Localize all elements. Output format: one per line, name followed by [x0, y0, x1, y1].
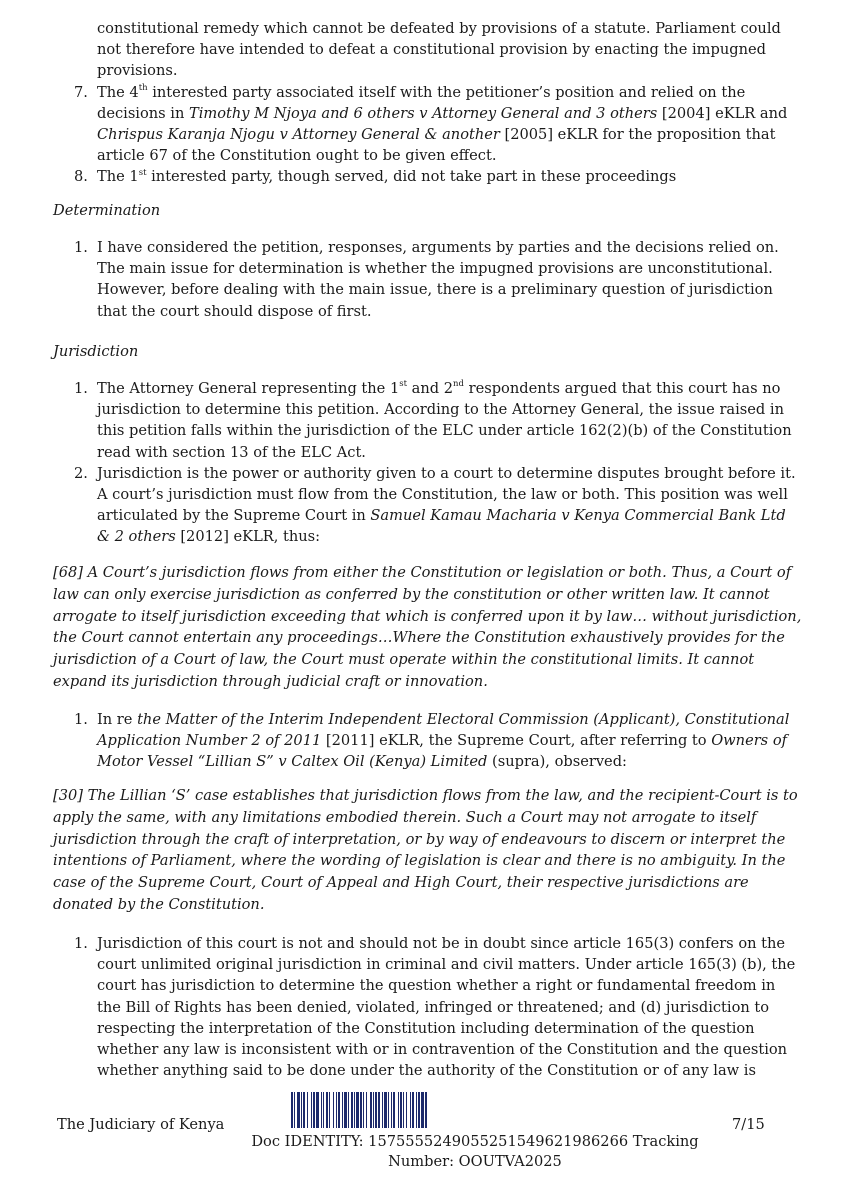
list-number: 1. [74, 935, 88, 952]
case-citation: Samuel Kamau Macharia v Kenya Commercial Bank Ltd & 2 others [97, 507, 786, 546]
doc-identity: Doc IDENTITY: 1575555249055251549621986266 Tracking Number: OOUTVA2025 [251, 1133, 699, 1170]
case-citation: Chrispus Karanja Njogu v Attorney General & another [97, 126, 500, 144]
item-text: and 2 [407, 380, 454, 397]
item-text: Jurisdiction is the power or authority given to a court to determine disputes brought before it. A court’s jurisdiction must flow from the Constitution, the law or both. This position was well articulated by the Supreme Court in [97, 464, 796, 525]
jurisdiction-list-2 [0, 709, 848, 773]
list-item-8 [0, 166, 848, 187]
list-item [0, 709, 848, 773]
page-number: 7/15 [732, 1116, 765, 1133]
case-citation: Owners of Motor Vessel “Lillian S” v Caltex Oil (Kenya) Limited [97, 732, 788, 771]
top-list [0, 18, 848, 188]
list-item [0, 378, 848, 463]
list-item-7 [0, 82, 848, 167]
item-text: The Attorney General representing the 1 [97, 380, 400, 397]
continuation-text: constitutional remedy which cannot be defeated by provisions of a statute. Parliament could not therefore have intended to defeat a constitutional provision by enacting the impugned provisions. [97, 20, 781, 80]
ordinal-suffix: th [138, 82, 148, 93]
item-text: [2004] eKLR and [657, 104, 788, 122]
list-number: 1. [74, 711, 88, 728]
footer-judiciary: The Judiciary of Kenya [57, 1116, 225, 1133]
list-item [0, 237, 848, 322]
item-text: (supra), observed: [487, 753, 627, 771]
list-number: 1. [74, 380, 88, 397]
list-number: 1. [74, 239, 88, 256]
item-text: Jurisdiction of this court is not and should not be in doubt since article 165(3) confers on the court unlimited original jurisdiction in criminal and civil matters. Under article 165(3) (b), the court has jurisdiction to determine the question whether a right or fundamental freedom in the Bill of Rights has been denied, violated, infringed or threatened; and (d) jurisdiction to respecting the interpretation of the Constitution including determination of the question whether any law is inconsistent with or in contravention of the Constitution and the question whether anything said to be done under the authority of the Constitution or of any law is [97, 935, 796, 1080]
case-citation: Timothy M Njoya and 6 others v Attorney General and 3 others [189, 104, 658, 122]
item-text: [2012] eKLR, thus: [175, 528, 321, 546]
jurisdiction-list [0, 378, 848, 548]
item-text: In re [97, 711, 138, 728]
ordinal-suffix: st [138, 167, 147, 178]
ordinal-suffix: nd [453, 379, 464, 390]
list-number: 2. [74, 464, 88, 482]
case-citation: the Matter of the Interim Independent Electoral Commission (Applicant), Constitutional Application Number 2 of 2011 [97, 711, 790, 750]
item-text: interested party associated itself with the petitioner’s position and relied on the decisions in [97, 83, 746, 122]
item-text: respondents argued that this court has no jurisdiction to determine this petition. According to the Attorney General, the issue raised in this petition falls within the jurisdiction of the ELC under article 162(2)(b) of the Constitution read with section 13 of the ELC Act. [97, 380, 792, 461]
item-text: [2011] eKLR, the Supreme Court, after referring to [321, 732, 712, 750]
list-item [0, 463, 848, 548]
determination-list [0, 237, 848, 322]
list-number: 8. [74, 168, 88, 186]
item-text: The 4 [97, 83, 139, 101]
ordinal-suffix: st [399, 379, 408, 390]
list-item [0, 933, 848, 1081]
block-quote: [68] A Court’s jurisdiction flows from either the Constitution or legislation or both. Thus, a Court of law can only exercise jurisdiction as conferred by the constitution or other written law. It cannot arrogate to itself jurisdiction exceeding that which is conferred upon it by law… without jurisdiction, the Court cannot entertain any proceedings…Where the Constitution exhaustively provides for the jurisdiction of a Court of law, the Court must operate within the constitutional limits. It cannot expand its jurisdiction through judicial craft or innovation. [53, 564, 802, 690]
jurisdiction-list-3 [0, 933, 848, 1081]
section-heading-jurisdiction: Jurisdiction [53, 343, 139, 360]
item-text: [2005] eKLR for the proposition that article 67 of the Constitution ought to be given effect. [97, 126, 776, 165]
block-quote: [30] The Lillian ‘S’ case establishes that jurisdiction flows from the law, and the recipient-Court is to apply the same, with any limitations embodied therein. Such a Court may not arrogate to itself jurisdiction through the craft of interpretation, or by way of endeavours to discern or interpret the intentions of Parliament, where the wording of legislation is clear and there is no ambiguity. In the case of the Supreme Court, Court of Appeal and High Court, their respective jurisdictions are donated by the Constitution. [53, 787, 798, 913]
item-text: I have considered the petition, responses, arguments by parties and the decisions relied on. The main issue for determination is whether the impugned provisions are unconstitutional. However, before dealing with the main issue, there is a preliminary question of jurisdiction that the court should dispose of first. [97, 239, 779, 320]
section-heading-determination: Determination [53, 202, 161, 219]
barcode-image [291, 1092, 560, 1128]
list-number: 7. [74, 83, 88, 101]
item-text: interested party, though served, did not take part in these proceedings [146, 168, 677, 186]
list-item-continuation [0, 18, 848, 82]
item-text: The 1 [97, 168, 139, 186]
